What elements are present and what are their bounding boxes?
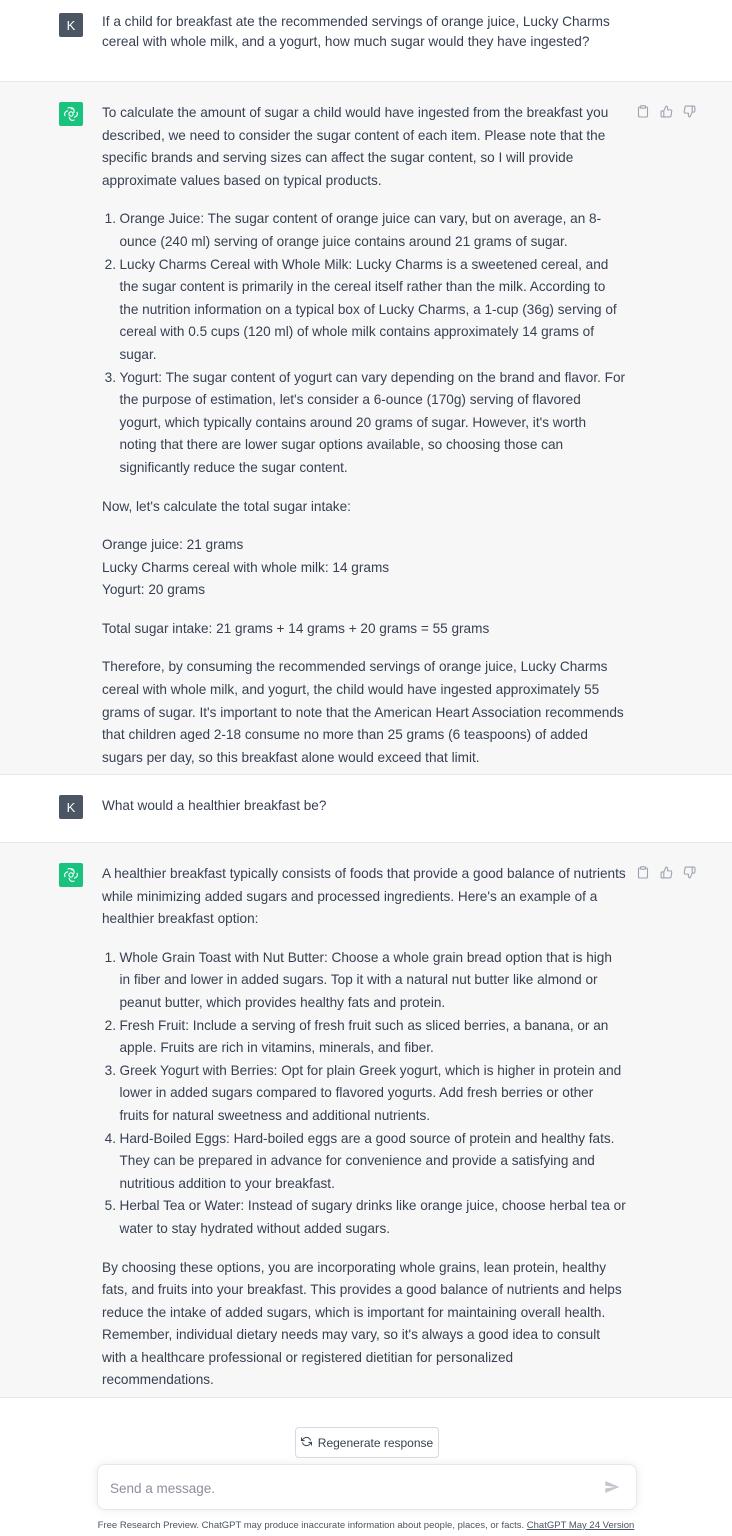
regenerate-button[interactable]: [295, 1427, 439, 1458]
user-message-text: If a child for breakfast ate the recommended servings of orange juice, Lucky Charms cereal with whole milk, and a yogurt, how much sugar would they have ingested?: [102, 14, 610, 49]
chatgpt-logo-icon: [59, 863, 83, 887]
user-message-text: What would a healthier breakfast be?: [102, 798, 327, 813]
list-item: [102, 1015, 626, 1060]
list-item: [102, 254, 626, 367]
list-item: [102, 947, 626, 1015]
message-actions: [636, 865, 696, 879]
calc-intro: Now, let's calculate the total sugar intake:: [102, 498, 351, 514]
footer-disclaimer: [0, 1520, 732, 1531]
list-number: 5.: [104, 1198, 116, 1214]
calc-line: Yogurt: 20 grams: [102, 582, 206, 598]
list-item: [102, 1060, 626, 1128]
list-item-text: Greek Yogurt with Berries: Opt for plain Greek yogurt, which is higher in protein and lower in added sugars compared to flavored yogurts. Add fresh berries or other fruits for natural sweetness and additional nutrients.: [119, 1062, 622, 1123]
assistant-message-text: [102, 102, 626, 769]
send-icon[interactable]: [604, 1479, 622, 1497]
sugar-list: [102, 208, 626, 479]
list-number: 4.: [104, 1130, 116, 1146]
list-number: 2.: [104, 256, 116, 272]
list-item-text: Fresh Fruit: Include a serving of fresh fruit such as sliced berries, a banana, or an apple. Fruits are rich in vitamins, minerals, and fiber.: [119, 1017, 609, 1056]
calc-line: Orange juice: 21 grams: [102, 537, 244, 553]
chatgpt-logo-icon: [59, 102, 83, 126]
message-actions: [636, 104, 696, 118]
answer-intro: A healthier breakfast typically consists of foods that provide a good balance of nutrients while minimizing added sugars and processed ingredients. Here's an example of a healthier breakfast option:: [102, 866, 626, 927]
answer-conclusion: Therefore, by consuming the recommended servings of orange juice, Lucky Charms cereal with whole milk, and yogurt, the child would have ingested approximately 55 grams of sugar. It's important to note that the American Heart Association recommends that children aged 2-18 consume no more than 25 grams (6 teaspoons) of added sugars per day, so this breakfast alone would exceed that limit.: [102, 659, 624, 765]
list-item: [102, 1128, 626, 1196]
message-composer: [97, 1464, 637, 1510]
breakfast-list: [102, 947, 626, 1241]
regenerate-label: Regenerate response: [317, 1435, 434, 1450]
calc-total: Total sugar intake: 21 grams + 14 grams + 20 grams = 55 grams: [102, 620, 490, 636]
assistant-message-text: [102, 863, 626, 1392]
list-item-text: Yogurt: The sugar content of yogurt can vary depending on the brand and flavor. For the purpose of estimation, let's consider a 6-ounce (170g) serving of flavored yogurt, which typically contains around 20 grams of sugar. However, it's worth noting that there are lower sugar options available, so choosing those can significantly reduce the sugar content.: [119, 369, 626, 475]
list-number: 1.: [104, 211, 116, 227]
list-number: 3.: [104, 1062, 116, 1078]
user-message-1: [0, 0, 732, 82]
thumbs-down-icon[interactable]: [682, 104, 696, 118]
copy-icon[interactable]: [636, 104, 650, 118]
assistant-message-2: [0, 843, 732, 1398]
thumbs-up-icon[interactable]: [659, 865, 673, 879]
list-number: 1.: [104, 949, 116, 965]
list-item: [102, 1195, 626, 1240]
list-item-text: Herbal Tea or Water: Instead of sugary drinks like orange juice, choose herbal tea or water to stay hydrated without added sugars.: [119, 1198, 626, 1236]
calc-line: Lucky Charms cereal with whole milk: 14 grams: [102, 559, 390, 575]
list-number: 2.: [104, 1017, 116, 1033]
list-number: 3.: [104, 369, 116, 385]
footer-text: Free Research Preview. ChatGPT may produce inaccurate information about people, places, or facts.: [97, 1520, 525, 1531]
answer-intro: To calculate the amount of sugar a child would have ingested from the breakfast you described, we need to consider the sugar content of each item. Please note that the specific brands and serving sizes can affect the sugar content, so I will provide approximate values based on typical products.: [102, 105, 609, 188]
list-item: [102, 367, 626, 480]
list-item-text: Hard-Boiled Eggs: Hard-boiled eggs are a good source of protein and healthy fats. They can be prepared in advance for convenience and provide a satisfying and nutritious addition to your breakfast.: [119, 1130, 615, 1191]
copy-icon[interactable]: [636, 865, 650, 879]
calc-lines: [102, 534, 626, 602]
thumbs-up-icon[interactable]: [659, 104, 673, 118]
assistant-message-1: [0, 82, 732, 775]
list-item-text: Lucky Charms Cereal with Whole Milk: Lucky Charms is a sweetened cereal, and the sugar content is primarily in the cereal itself rather than the milk. According to the nutrition information on a typical box of Lucky Charms, a 1-cup (36g) serving of cereal with 0.5 cups (120 ml) of whole milk contains approximately 14 grams of sugar.: [119, 256, 617, 362]
user-avatar: K: [59, 13, 83, 37]
version-link[interactable]: ChatGPT May 24 Version: [526, 1520, 635, 1531]
user-avatar: K: [59, 795, 83, 819]
answer-conclusion: By choosing these options, you are incorporating whole grains, lean protein, healthy fats, and fruits into your breakfast. This provides a good balance of nutrients and helps reduce the intake of added sugars, which is important for maintaining overall health. Remember, individual dietary needs may vary, so it's always a good idea to consult with a healthcare professional or registered dietitian for personalized recommendations.: [102, 1259, 622, 1388]
list-item-text: Whole Grain Toast with Nut Butter: Choose a whole grain bread option that is high in fiber and lower in added sugars. Top it with a natural nut butter like almond or peanut butter, which provides healthy fats and protein.: [119, 949, 612, 1010]
message-input[interactable]: [110, 1477, 590, 1499]
refresh-icon: [301, 1436, 312, 1450]
list-item: [102, 208, 626, 253]
user-message-2: [0, 775, 732, 843]
list-item-text: Orange Juice: The sugar content of orange juice can vary, but on average, an 8-ounce (240 ml) serving of orange juice contains around 21 grams of sugar.: [119, 211, 602, 249]
thumbs-down-icon[interactable]: [682, 865, 696, 879]
